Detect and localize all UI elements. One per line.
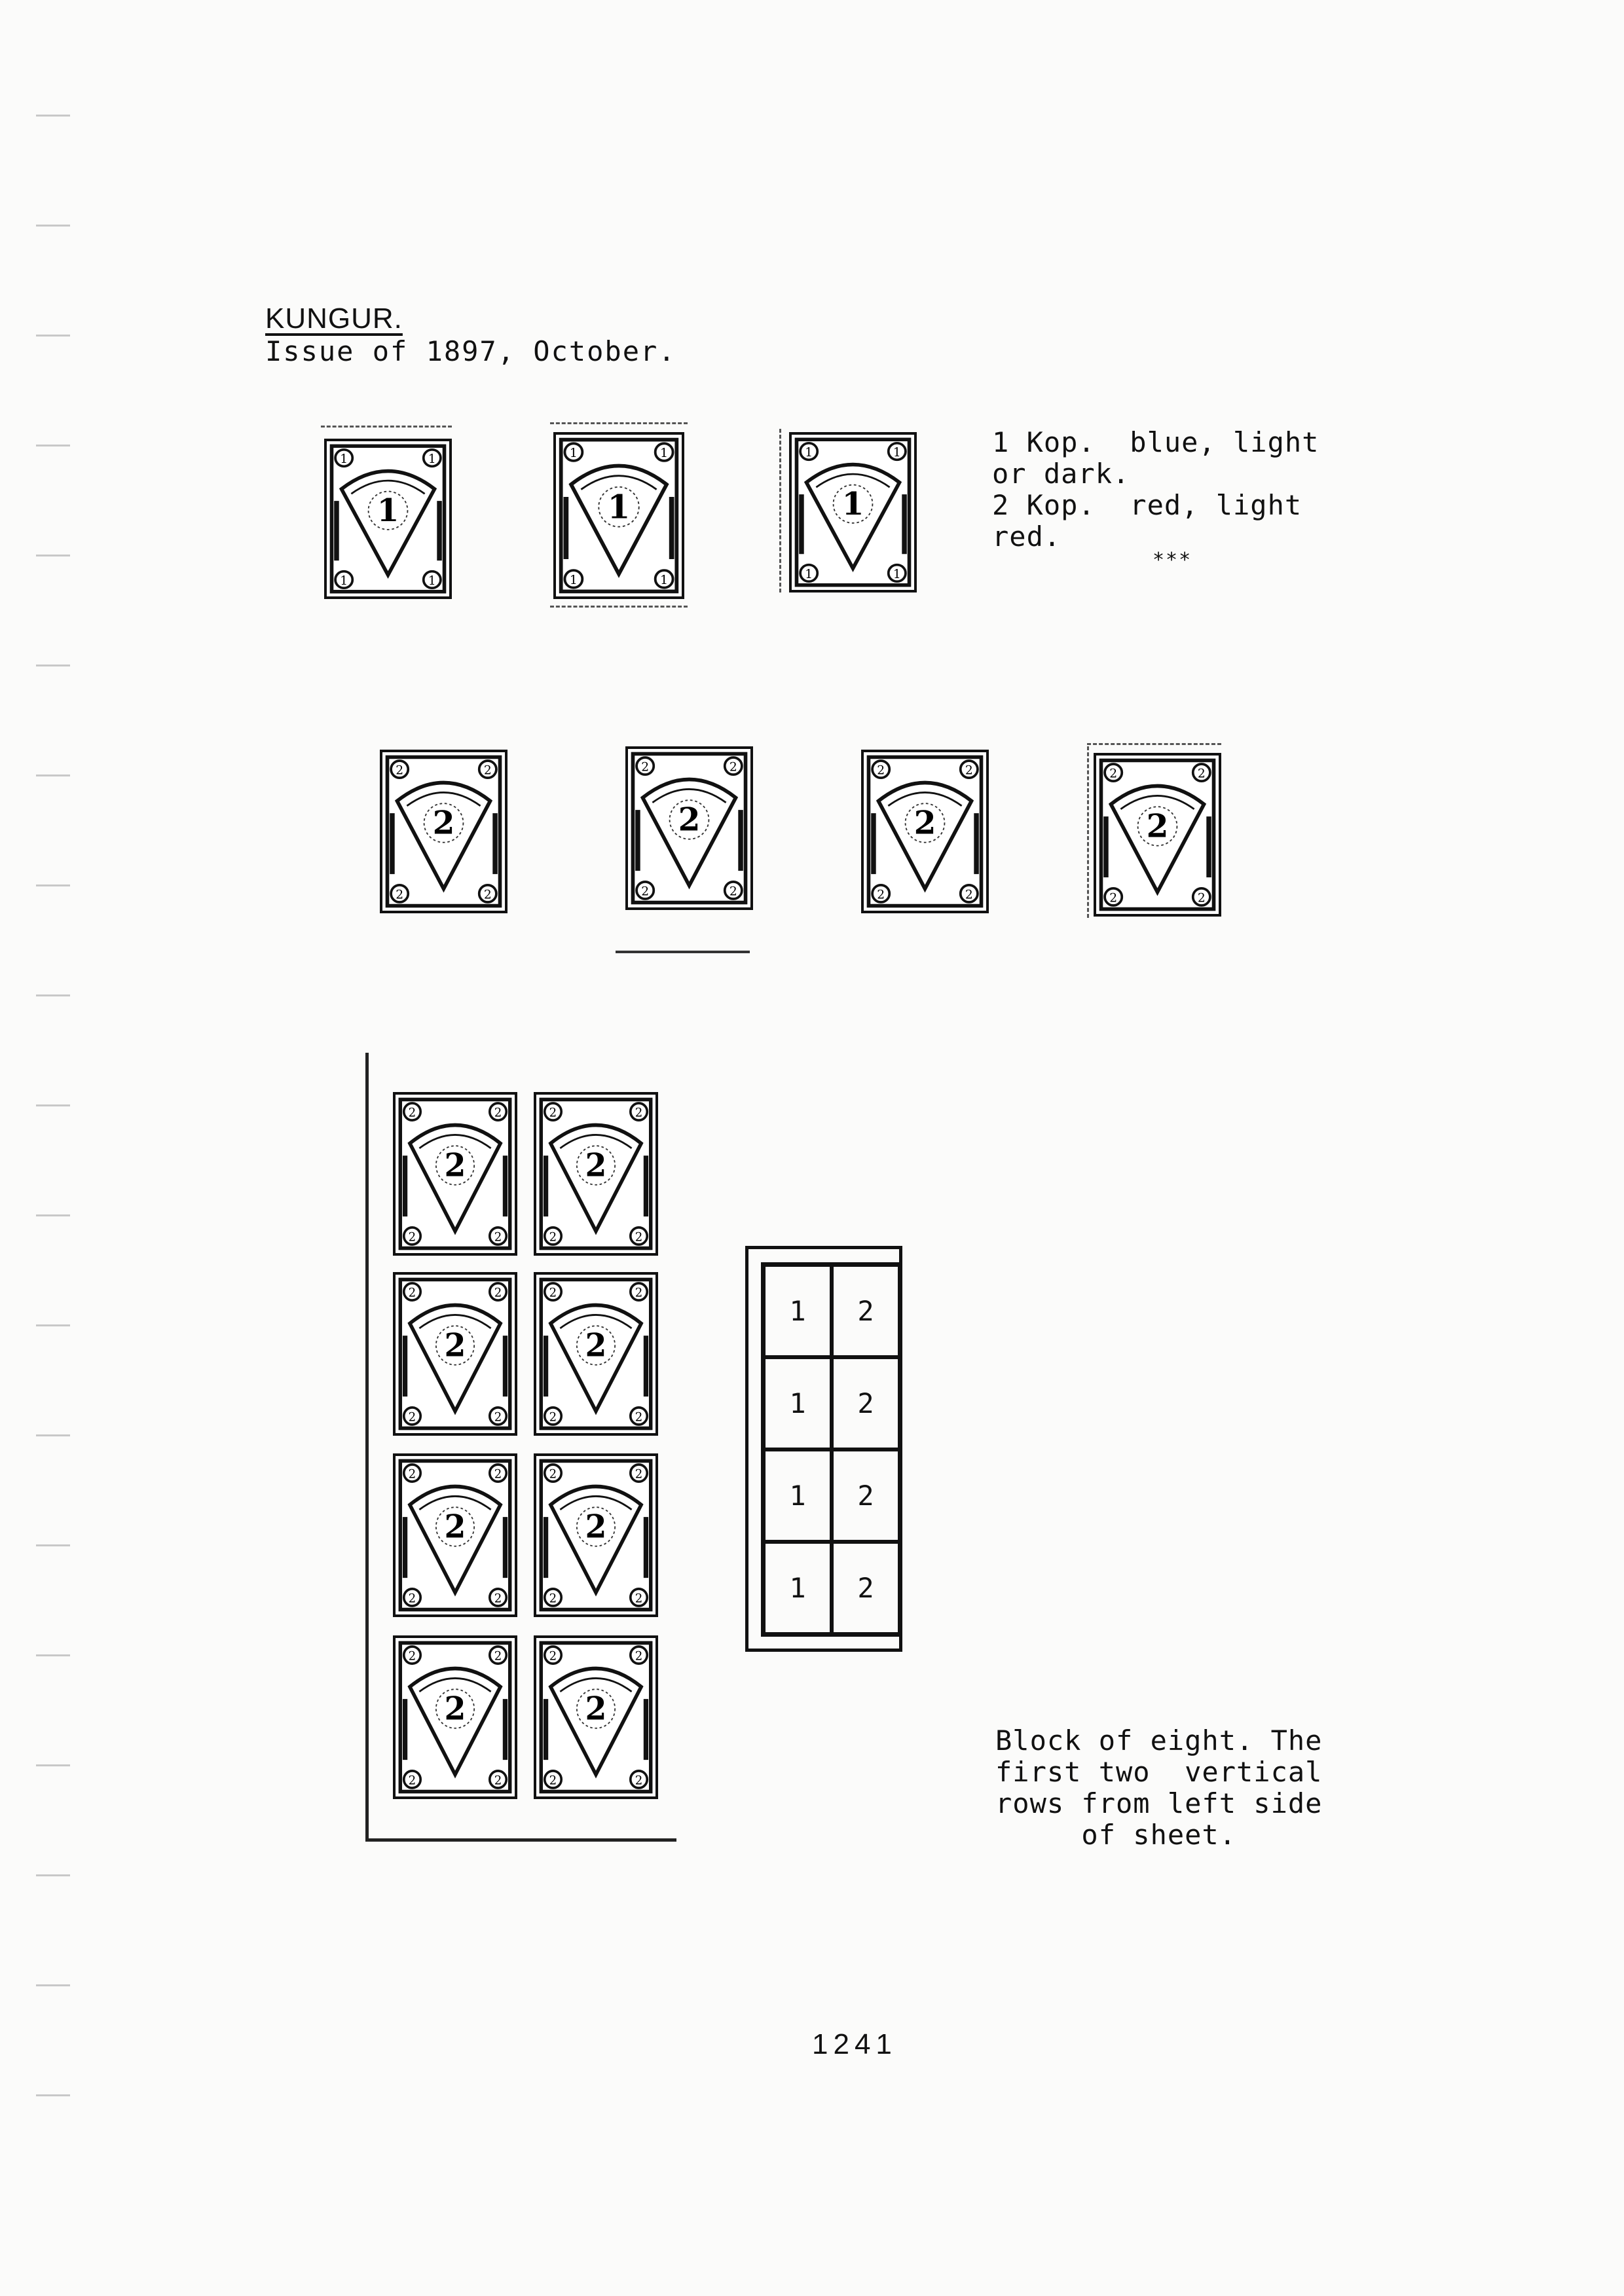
svg-text:1: 1 (340, 574, 348, 588)
svg-text:1: 1 (377, 492, 399, 529)
svg-text:2: 2 (549, 1106, 557, 1120)
diagram-cell: 1 (764, 1542, 832, 1634)
block-caption-line: of sheet. (995, 1819, 1237, 1851)
margin-rule (36, 1104, 70, 1106)
margin-rule (36, 884, 70, 886)
stamp-image (393, 1272, 517, 1436)
diagram-cell: 1 (764, 1357, 832, 1449)
svg-text:2: 2 (678, 801, 701, 839)
margin-rule (36, 225, 70, 227)
diagram-cell: 1 (764, 1449, 832, 1542)
stamp-image (625, 746, 753, 910)
svg-text:2: 2 (965, 763, 973, 778)
svg-text:2: 2 (549, 1230, 557, 1245)
svg-text:2: 2 (408, 1230, 416, 1245)
svg-text:1: 1 (607, 487, 631, 526)
stamp-image (861, 750, 989, 913)
svg-text:2: 2 (1197, 767, 1206, 781)
svg-text:2: 2 (549, 1286, 557, 1300)
svg-text:2: 2 (408, 1286, 416, 1300)
svg-text:2: 2 (494, 1106, 502, 1120)
margin-rule (36, 1654, 70, 1656)
svg-text:2: 2 (494, 1230, 502, 1245)
svg-text:2: 2 (1109, 891, 1118, 905)
svg-text:2: 2 (396, 763, 404, 778)
svg-text:1: 1 (428, 452, 436, 466)
svg-text:2: 2 (408, 1410, 416, 1425)
margin-rule (36, 555, 70, 556)
svg-text:2: 2 (585, 1147, 607, 1184)
margin-rule (36, 1544, 70, 1546)
svg-text:2: 2 (585, 1508, 607, 1546)
description-line: 2 Kop. red, light (992, 489, 1302, 521)
svg-text:2: 2 (494, 1774, 502, 1788)
svg-text:2: 2 (483, 888, 492, 902)
svg-text:1: 1 (660, 572, 669, 587)
svg-text:2: 2 (432, 804, 455, 842)
stamp-image (393, 1453, 517, 1617)
svg-text:2: 2 (483, 763, 492, 778)
diagram-cell: 2 (832, 1265, 900, 1357)
svg-text:2: 2 (549, 1467, 557, 1482)
stamp-image (534, 1635, 658, 1799)
svg-text:2: 2 (635, 1467, 643, 1482)
description-line: red. (992, 520, 1061, 553)
diagram-cell: 2 (832, 1542, 900, 1634)
svg-text:2: 2 (635, 1410, 643, 1425)
svg-text:2: 2 (549, 1649, 557, 1664)
svg-text:1: 1 (893, 446, 901, 460)
svg-text:2: 2 (494, 1592, 502, 1606)
svg-text:2: 2 (494, 1467, 502, 1482)
svg-text:2: 2 (549, 1410, 557, 1425)
diagram-cell: 2 (832, 1449, 900, 1542)
svg-text:2: 2 (635, 1592, 643, 1606)
stamp-image (789, 432, 917, 592)
svg-text:2: 2 (408, 1106, 416, 1120)
description-line: or dark. (992, 458, 1130, 490)
diagram-cell: 2 (832, 1357, 900, 1449)
svg-text:2: 2 (585, 1327, 607, 1364)
svg-text:2: 2 (877, 763, 885, 778)
svg-text:2: 2 (877, 888, 885, 902)
svg-text:1: 1 (893, 567, 901, 581)
stamp-image (393, 1092, 517, 1256)
svg-text:2: 2 (641, 884, 650, 899)
svg-text:2: 2 (729, 884, 737, 899)
svg-text:2: 2 (408, 1467, 416, 1482)
stamp-image (534, 1453, 658, 1617)
diagram-cell: 1 (764, 1265, 832, 1357)
svg-text:2: 2 (549, 1774, 557, 1788)
issue-subtitle: Issue of 1897, October. (265, 335, 676, 367)
block-caption-line: first two vertical (995, 1756, 1323, 1788)
stamp-image (534, 1272, 658, 1436)
margin-rule (36, 1984, 70, 1986)
svg-text:2: 2 (729, 760, 737, 774)
stamp-image (393, 1635, 517, 1799)
stamp-image (380, 750, 507, 913)
margin-rule (36, 774, 70, 776)
svg-text:2: 2 (635, 1649, 643, 1664)
svg-text:2: 2 (494, 1286, 502, 1300)
margin-rule (36, 115, 70, 117)
svg-text:1: 1 (428, 574, 436, 588)
svg-text:2: 2 (635, 1286, 643, 1300)
margin-rule (36, 1214, 70, 1216)
page-number: 1241 (812, 2028, 897, 2060)
svg-text:1: 1 (805, 567, 813, 581)
svg-text:1: 1 (805, 446, 813, 460)
svg-text:2: 2 (965, 888, 973, 902)
svg-text:2: 2 (396, 888, 404, 902)
svg-text:1: 1 (660, 445, 669, 461)
svg-text:1: 1 (340, 452, 348, 466)
page-title: KUNGUR. (265, 302, 403, 335)
svg-text:2: 2 (635, 1774, 643, 1788)
margin-rule (36, 994, 70, 996)
block-caption-line: rows from left side (995, 1787, 1323, 1819)
svg-text:2: 2 (494, 1410, 502, 1425)
svg-text:2: 2 (635, 1230, 643, 1245)
svg-text:2: 2 (444, 1508, 466, 1546)
svg-text:2: 2 (549, 1592, 557, 1606)
separator-stars: *** (1153, 549, 1192, 572)
svg-text:2: 2 (585, 1690, 607, 1728)
stamp-image (534, 1092, 658, 1256)
svg-text:2: 2 (444, 1147, 466, 1184)
svg-text:2: 2 (913, 804, 936, 842)
svg-text:2: 2 (444, 1690, 466, 1728)
svg-text:2: 2 (1197, 891, 1206, 905)
margin-rule (36, 2094, 70, 2096)
margin-rule (36, 1324, 70, 1326)
svg-text:2: 2 (408, 1649, 416, 1664)
svg-text:2: 2 (635, 1106, 643, 1120)
svg-text:2: 2 (408, 1774, 416, 1788)
stamp-image (553, 432, 684, 599)
svg-text:1: 1 (841, 486, 864, 522)
margin-rule (36, 1434, 70, 1436)
svg-text:2: 2 (408, 1592, 416, 1606)
svg-text:1: 1 (569, 445, 578, 461)
stamp-image (324, 439, 452, 599)
svg-text:2: 2 (641, 760, 650, 774)
svg-text:2: 2 (444, 1327, 466, 1364)
margin-rule (36, 665, 70, 666)
svg-text:2: 2 (494, 1649, 502, 1664)
margin-rule (36, 1764, 70, 1766)
margin-rule (36, 1874, 70, 1876)
position-diagram (761, 1262, 902, 1637)
stamp-image (1094, 753, 1221, 917)
svg-text:2: 2 (1109, 767, 1118, 781)
svg-text:1: 1 (569, 572, 578, 587)
margin-rule (36, 445, 70, 446)
svg-text:2: 2 (1146, 807, 1169, 845)
margin-rule (36, 335, 70, 337)
block-caption-line: Block of eight. The (995, 1724, 1323, 1757)
description-line: 1 Kop. blue, light (992, 426, 1320, 458)
